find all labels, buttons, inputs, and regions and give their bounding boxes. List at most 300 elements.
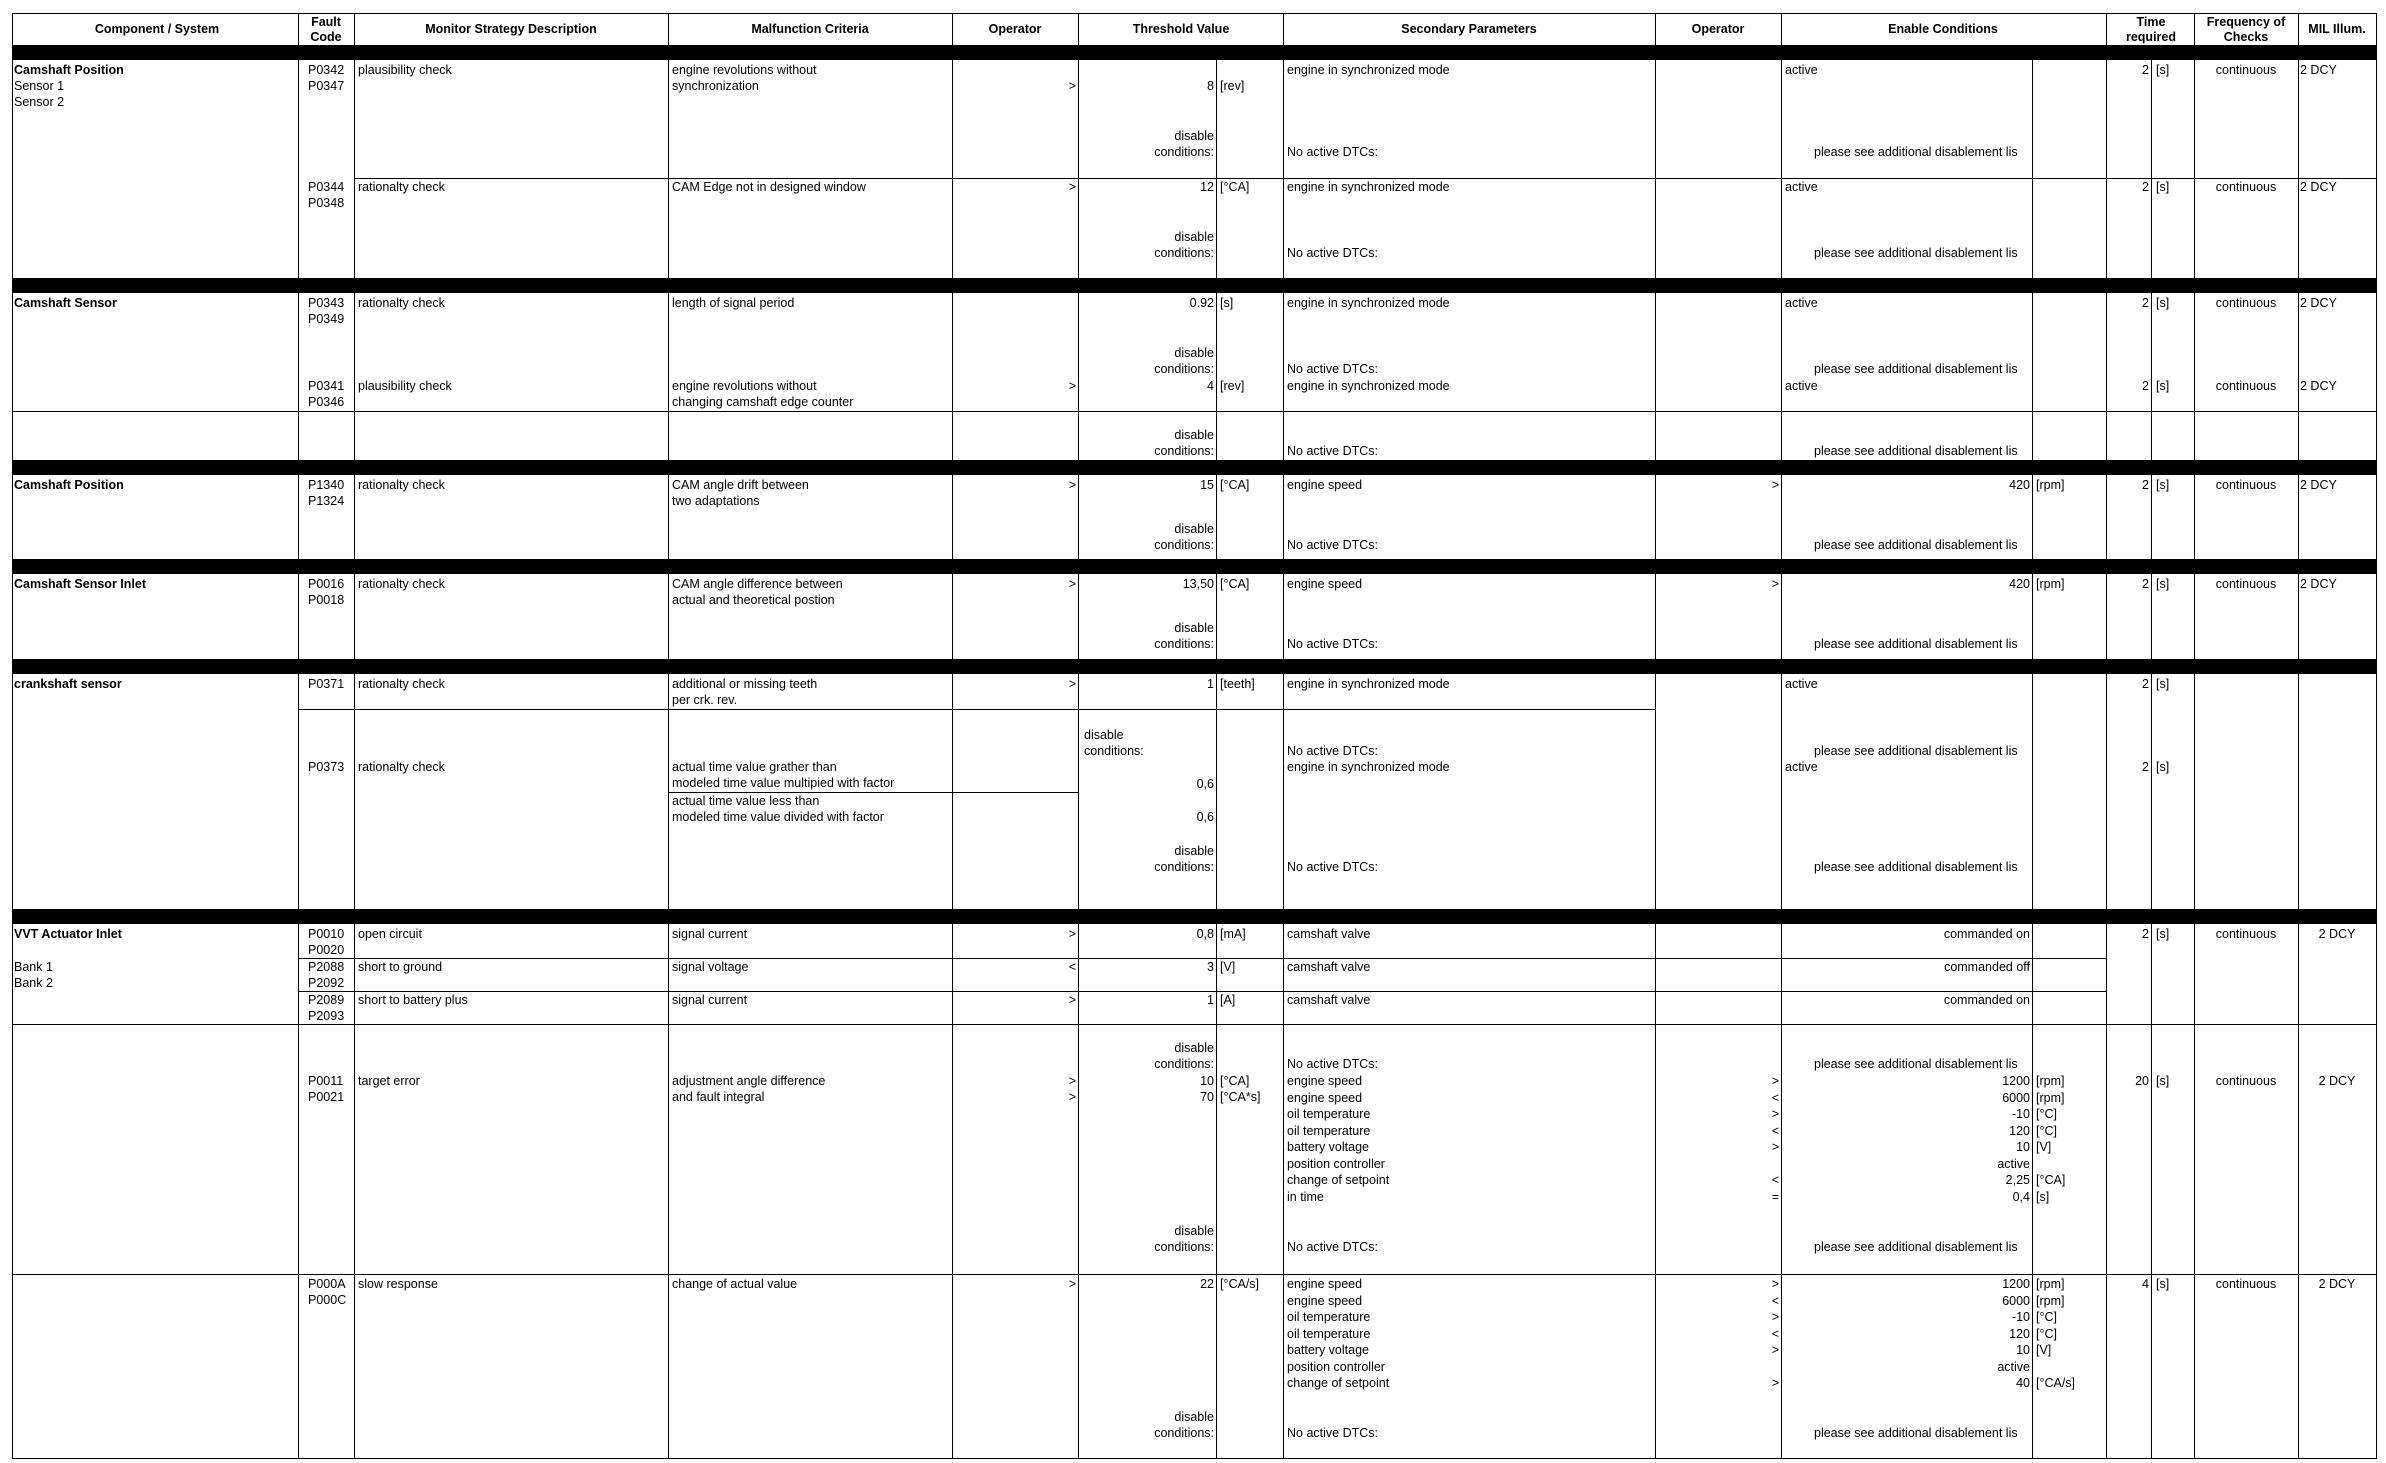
threshold-value: 8 — [1207, 79, 1214, 93]
fault-code: P0011 — [308, 1074, 344, 1088]
fault-code: P0348 — [308, 196, 345, 210]
time-required-value: 2 — [2142, 577, 2149, 591]
disable-label: conditions: — [1154, 860, 1214, 874]
enable-unit: [V] — [2036, 1343, 2052, 1357]
enable-unit: [V] — [2036, 1140, 2052, 1154]
column-border — [2298, 13, 2299, 1458]
fault-code: P2089 — [308, 993, 345, 1007]
monitor-strategy: plausibility check — [358, 379, 452, 393]
column-border — [952, 13, 953, 1458]
header-component: Component / System — [94, 22, 220, 36]
threshold-value: 13,50 — [1182, 577, 1214, 591]
enable-value: 6000 — [2002, 1090, 2030, 1105]
monitor-strategy: plausibility check — [358, 63, 452, 77]
column-border — [1781, 13, 1782, 1458]
secondary-parameter: battery voltage — [1287, 1343, 1369, 1357]
mil-illumination: 2 DCY — [2300, 577, 2337, 591]
fault-code: P0346 — [308, 395, 345, 409]
time-unit: [s] — [2156, 296, 2170, 310]
operator: > — [1771, 577, 1779, 591]
time-unit: [s] — [2156, 760, 2170, 774]
column-border — [1283, 13, 1284, 1458]
monitor-strategy: rationalty check — [358, 296, 445, 310]
operator: > — [1771, 1310, 1779, 1324]
secondary-parameter: engine speed — [1287, 1090, 1363, 1105]
monitor-strategy: open circuit — [358, 927, 422, 941]
mil-illumination: 2 DCY — [2300, 379, 2337, 393]
no-active-dtcs: No active DTCs: — [1287, 637, 1378, 651]
disablement-list-note: please see additional disablement lis — [1814, 538, 2018, 552]
threshold-value: 22 — [1200, 1277, 1214, 1291]
fault-code: P0344 — [308, 180, 345, 194]
threshold-unit: [rev] — [1220, 79, 1245, 93]
monitor-strategy: rationalty check — [358, 760, 445, 774]
component-name: VVT Actuator Inlet — [14, 927, 122, 941]
monitor-strategy: rationalty check — [358, 577, 445, 591]
secondary-parameter: position controller — [1287, 1156, 1385, 1171]
secondary-parameter: camshaft valve — [1287, 960, 1371, 974]
enable-unit: [s] — [2036, 1189, 2050, 1204]
operator: > — [1068, 993, 1076, 1007]
time-unit-divider — [2151, 60, 2152, 1458]
disable-label: disable — [1174, 621, 1214, 635]
enable-condition: commanded on — [1943, 993, 2030, 1007]
fault-code: P1340 — [308, 478, 345, 492]
fault-code: P2092 — [308, 976, 345, 990]
no-active-dtcs: No active DTCs: — [1287, 246, 1378, 260]
secondary-parameter: oil temperature — [1287, 1107, 1371, 1121]
fault-code: P0371 — [308, 677, 345, 691]
enable-value: 420 — [2009, 577, 2030, 591]
disablement-list-note: please see additional disablement lis — [1814, 860, 2018, 874]
disablement-list-note: please see additional disablement lis — [1814, 1057, 2018, 1071]
column-border — [1078, 13, 1079, 1458]
monitor-strategy: short to battery plus — [358, 993, 468, 1007]
enable-unit: [°C] — [2036, 1326, 2057, 1341]
malfunction-criteria: adjustment angle difference — [672, 1074, 826, 1088]
enable-value: 0,4 — [2012, 1189, 2030, 1204]
header-frequency: Checks — [2223, 30, 2269, 44]
threshold-unit: [°CA] — [1220, 577, 1250, 591]
malfunction-criteria: engine revolutions without — [672, 379, 817, 393]
header-fault-code: Fault — [311, 15, 341, 29]
fault-code: P0347 — [308, 79, 345, 93]
enable-condition: active — [1785, 296, 1818, 310]
enable-unit: [°CA/s] — [2036, 1376, 2076, 1390]
no-active-dtcs: No active DTCs: — [1287, 1057, 1378, 1071]
column-border — [2376, 13, 2377, 1458]
header-frequency: Frequency of — [2206, 15, 2286, 29]
threshold-unit: [°CA] — [1220, 1074, 1250, 1088]
secondary-parameter: engine speed — [1287, 1293, 1363, 1308]
component-name: Camshaft Sensor — [14, 296, 117, 310]
component-sub: Bank 2 — [14, 976, 53, 990]
column-border — [12, 13, 13, 1458]
time-unit: [s] — [2156, 478, 2170, 492]
secondary-parameter: oil temperature — [1287, 1123, 1371, 1138]
enable-unit: [rpm] — [2036, 478, 2065, 492]
secondary-parameter: camshaft valve — [1287, 927, 1371, 941]
component-sub: Bank 1 — [14, 960, 53, 974]
enable-value: 2,25 — [2005, 1173, 2030, 1187]
time-unit: [s] — [2156, 180, 2170, 194]
enable-unit: [°C] — [2036, 1310, 2057, 1324]
enable-condition: active — [1785, 180, 1818, 194]
header-operator: Operator — [988, 22, 1042, 36]
threshold-value: 0,8 — [1196, 927, 1214, 941]
operator: > — [1771, 1277, 1779, 1291]
no-active-dtcs: No active DTCs: — [1287, 1240, 1378, 1254]
column-border — [2194, 13, 2195, 1458]
operator: > — [1068, 379, 1076, 393]
malfunction-criteria: additional or missing teeth — [672, 677, 818, 691]
disable-label: conditions: — [1154, 538, 1214, 552]
operator: > — [1771, 1074, 1779, 1088]
monitor-strategy: rationalty check — [358, 180, 445, 194]
column-border — [1655, 13, 1656, 1458]
secondary-parameter: engine in synchronized mode — [1287, 379, 1450, 393]
disablement-list-note: please see additional disablement lis — [1814, 444, 2018, 458]
fault-code: P0016 — [308, 577, 345, 591]
mil-illumination: 2 DCY — [2300, 478, 2337, 492]
fault-code: P2088 — [308, 960, 345, 974]
time-required-value: 2 — [2142, 63, 2149, 77]
component-name: Camshaft Position — [14, 63, 124, 77]
row-border — [12, 1024, 2376, 1025]
fault-code: P0021 — [308, 1090, 345, 1104]
header-monitor-strategy: Monitor Strategy Description — [425, 22, 597, 36]
secondary-parameter: engine in synchronized mode — [1287, 760, 1450, 774]
table-bottom-border — [12, 1458, 2377, 1459]
malfunction-criteria: signal current — [672, 927, 748, 941]
time-required-value: 2 — [2142, 760, 2149, 774]
threshold-unit: [rev] — [1220, 379, 1245, 393]
secondary-parameter: camshaft valve — [1287, 993, 1371, 1007]
no-active-dtcs: No active DTCs: — [1287, 744, 1378, 758]
enable-condition: active — [1785, 63, 1818, 77]
time-unit: [s] — [2156, 63, 2170, 77]
check-frequency: continuous — [2215, 379, 2277, 393]
check-frequency: continuous — [2215, 296, 2277, 310]
disable-label: conditions: — [1154, 145, 1214, 159]
threshold-value: 0.92 — [1189, 296, 1214, 310]
enable-value: 10 — [2016, 1140, 2030, 1154]
threshold-unit: [°CA] — [1220, 180, 1250, 194]
disable-label: conditions: — [1154, 444, 1214, 458]
enable-value: 40 — [2016, 1376, 2030, 1390]
secondary-parameter: oil temperature — [1287, 1326, 1371, 1341]
secondary-parameter: engine speed — [1287, 478, 1363, 492]
threshold-unit: [teeth] — [1220, 677, 1255, 691]
header-time-required: Time — [2136, 15, 2166, 29]
malfunction-criteria: modeled time value multipied with factor — [672, 776, 895, 790]
threshold-unit: [V] — [1220, 960, 1236, 974]
threshold-unit-divider — [1216, 60, 1217, 1458]
monitor-strategy: rationalty check — [358, 478, 445, 492]
fault-code: P0373 — [308, 760, 345, 774]
operator: > — [1068, 478, 1076, 492]
operator: > — [1068, 927, 1076, 941]
enable-condition: active — [1785, 379, 1818, 393]
mil-illumination: 2 DCY — [2300, 63, 2337, 77]
operator: < — [1771, 1123, 1779, 1138]
operator: < — [1771, 1173, 1779, 1187]
fault-code: P0020 — [308, 943, 345, 957]
enable-condition: active — [1785, 760, 1818, 774]
fault-code: P0010 — [308, 927, 345, 941]
mil-illumination: 2 DCY — [2318, 1074, 2356, 1088]
enable-unit: [rpm] — [2036, 1074, 2065, 1088]
check-frequency: continuous — [2215, 927, 2277, 941]
secondary-parameter: change of setpoint — [1287, 1173, 1390, 1187]
secondary-parameter: engine speed — [1287, 577, 1363, 591]
disablement-list-note: please see additional disablement lis — [1814, 637, 2018, 651]
component-name: crankshaft sensor — [14, 677, 122, 691]
threshold-unit: [A] — [1220, 993, 1236, 1007]
fault-code: P2093 — [308, 1009, 345, 1023]
mil-illumination: 2 DCY — [2300, 296, 2337, 310]
section-separator-band — [12, 909, 2376, 924]
enable-unit: [°C] — [2036, 1107, 2057, 1121]
monitor-strategy: slow response — [358, 1277, 438, 1291]
fault-code: P0343 — [308, 296, 345, 310]
enable-value: 120 — [2009, 1123, 2030, 1138]
column-border — [668, 13, 669, 1458]
component-sub: Sensor 1 — [14, 79, 65, 93]
threshold-unit: [mA] — [1220, 927, 1246, 941]
enable-value: 10 — [2016, 1343, 2030, 1357]
time-required-value: 20 — [2135, 1074, 2149, 1088]
malfunction-criteria: CAM angle drift between — [672, 478, 809, 492]
operator: > — [1771, 1343, 1779, 1357]
section-separator-band — [12, 559, 2376, 574]
enable-condition: commanded on — [1943, 927, 2030, 941]
disablement-list-note: please see additional disablement lis — [1814, 362, 2018, 376]
operator: > — [1771, 1107, 1779, 1121]
disablement-list-note: please see additional disablement lis — [1814, 145, 2018, 159]
time-unit: [s] — [2156, 677, 2170, 691]
operator: > — [1068, 1074, 1076, 1088]
threshold-unit: [°CA] — [1220, 478, 1250, 492]
threshold-value: 0,6 — [1196, 777, 1214, 791]
time-required-value: 2 — [2142, 296, 2149, 310]
enable-value: active — [1997, 1156, 2030, 1171]
disable-label: conditions: — [1154, 362, 1214, 376]
header-secondary-parameters: Secondary Parameters — [1401, 22, 1537, 36]
disable-label: conditions: — [1154, 637, 1214, 651]
disable-label: disable — [1174, 844, 1214, 858]
column-border — [354, 13, 355, 1458]
malfunction-criteria: per crk. rev. — [672, 693, 738, 707]
threshold-value: 0,6 — [1196, 810, 1214, 824]
time-unit: [s] — [2156, 927, 2170, 941]
mil-illumination: 2 DCY — [2318, 1277, 2356, 1291]
component-sub: Sensor 2 — [14, 95, 65, 109]
no-active-dtcs: No active DTCs: — [1287, 538, 1378, 552]
fault-code: P0341 — [308, 379, 345, 393]
threshold-value: 10 — [1200, 1074, 1214, 1088]
malfunction-criteria: changing camshaft edge counter — [672, 395, 854, 409]
section-separator-band — [12, 45, 2376, 60]
malfunction-criteria: modeled time value divided with factor — [672, 810, 884, 824]
threshold-value: 1 — [1207, 677, 1214, 691]
secondary-parameter: engine in synchronized mode — [1287, 63, 1450, 77]
operator: > — [1068, 180, 1076, 194]
fault-code: P000A — [308, 1277, 346, 1291]
disable-label: conditions: — [1154, 1057, 1214, 1071]
enable-unit: [°CA] — [2036, 1173, 2066, 1187]
enable-value: -10 — [2011, 1310, 2030, 1324]
disable-label: disable — [1174, 230, 1214, 244]
enable-unit: [rpm] — [2036, 1277, 2065, 1291]
header-mil: MIL Illum. — [2308, 22, 2366, 36]
secondary-parameter: position controller — [1287, 1359, 1385, 1374]
monitor-strategy: short to ground — [358, 960, 443, 974]
disable-label: conditions: — [1154, 1426, 1214, 1440]
malfunction-criteria: CAM angle difference between — [672, 577, 843, 591]
disable-label: disable — [1174, 1224, 1214, 1238]
operator: > — [1068, 577, 1076, 591]
enable-value: 1200 — [2002, 1277, 2030, 1291]
fault-code: P0018 — [308, 593, 345, 607]
no-active-dtcs: No active DTCs: — [1287, 444, 1378, 458]
no-active-dtcs: No active DTCs: — [1287, 1426, 1378, 1440]
row-border — [12, 1274, 2376, 1275]
fault-code: P000C — [308, 1293, 347, 1307]
threshold-value: 4 — [1207, 379, 1214, 393]
disablement-list-note: please see additional disablement lis — [1814, 246, 2018, 260]
malfunction-criteria: engine revolutions without — [672, 63, 817, 77]
time-required-value: 4 — [2142, 1277, 2149, 1291]
threshold-unit: [°CA/s] — [1220, 1277, 1260, 1291]
malfunction-criteria: actual and theoretical postion — [672, 593, 835, 607]
disablement-list-note: please see additional disablement lis — [1814, 744, 2018, 758]
section-separator-band — [12, 278, 2376, 293]
secondary-parameter: engine in synchronized mode — [1287, 677, 1450, 691]
fault-code: P0349 — [308, 312, 345, 326]
check-frequency: continuous — [2215, 1074, 2277, 1088]
row-border — [298, 709, 1655, 710]
time-unit: [s] — [2156, 1277, 2170, 1291]
operator: > — [1068, 1090, 1076, 1104]
operator: < — [1771, 1090, 1779, 1105]
enable-value: active — [1997, 1359, 2030, 1374]
header-malfunction-criteria: Malfunction Criteria — [751, 22, 869, 36]
check-frequency: continuous — [2215, 577, 2277, 591]
secondary-parameter: engine speed — [1287, 1277, 1363, 1291]
fault-code: P0342 — [308, 63, 345, 77]
row-border — [298, 958, 2107, 959]
header-threshold: Threshold Value — [1132, 22, 1230, 36]
header-time-required: required — [2125, 30, 2176, 44]
time-required-value: 2 — [2142, 379, 2149, 393]
disable-label: disable — [1174, 522, 1214, 536]
row-border — [298, 991, 2107, 992]
disable-label: conditions: — [1154, 1240, 1214, 1254]
time-unit: [s] — [2156, 1074, 2170, 1088]
enable-unit: [rpm] — [2036, 1090, 2065, 1105]
operator: > — [1068, 79, 1076, 93]
malfunction-criteria: length of signal period — [672, 296, 795, 310]
check-frequency: continuous — [2215, 478, 2277, 492]
time-unit: [s] — [2156, 577, 2170, 591]
secondary-parameter: engine speed — [1287, 1074, 1363, 1088]
check-frequency: continuous — [2215, 63, 2277, 77]
secondary-parameter: in time — [1287, 1189, 1324, 1204]
section-separator-band — [12, 659, 2376, 674]
disable-label: conditions: — [1084, 744, 1144, 758]
enable-unit: [°C] — [2036, 1123, 2057, 1138]
time-required-value: 2 — [2142, 478, 2149, 492]
malfunction-criteria: actual time value less than — [672, 794, 820, 808]
time-required-value: 2 — [2142, 677, 2149, 691]
mil-illumination: 2 DCY — [2300, 180, 2337, 194]
disable-label: disable — [1174, 1410, 1214, 1424]
threshold-unit: [°CA*s] — [1220, 1090, 1261, 1104]
enable-value: 1200 — [2002, 1074, 2030, 1088]
no-active-dtcs: No active DTCs: — [1287, 860, 1378, 874]
enable-value: 6000 — [2002, 1293, 2030, 1308]
threshold-value: 12 — [1200, 180, 1214, 194]
operator: > — [1771, 478, 1779, 492]
enable-unit: [rpm] — [2036, 1293, 2065, 1308]
secondary-parameter: change of setpoint — [1287, 1376, 1390, 1390]
enable-condition: active — [1785, 677, 1818, 691]
secondary-parameter: engine in synchronized mode — [1287, 296, 1450, 310]
column-border — [2106, 13, 2107, 1458]
header-fault-code: Code — [310, 30, 342, 44]
enable-value: 420 — [2009, 478, 2030, 492]
threshold-value: 3 — [1207, 960, 1214, 974]
column-border — [298, 13, 299, 1458]
operator: > — [1771, 1140, 1779, 1154]
threshold-unit: [s] — [1220, 296, 1234, 310]
component-name: Camshaft Sensor Inlet — [14, 577, 146, 591]
disable-label: disable — [1174, 129, 1214, 143]
malfunction-criteria: change of actual value — [672, 1277, 798, 1291]
operator: < — [1771, 1326, 1779, 1341]
enable-unit: [rpm] — [2036, 577, 2065, 591]
enable-value: 120 — [2009, 1326, 2030, 1341]
header-enable-conditions: Enable Conditions — [1888, 22, 1998, 36]
no-active-dtcs: No active DTCs: — [1287, 362, 1378, 376]
malfunction-criteria: and fault integral — [672, 1090, 765, 1104]
time-unit: [s] — [2156, 379, 2170, 393]
header-operator: Operator — [1691, 22, 1745, 36]
monitor-strategy: target error — [358, 1074, 420, 1088]
disablement-list-note: please see additional disablement lis — [1814, 1240, 2018, 1254]
time-required-value: 2 — [2142, 927, 2149, 941]
malfunction-criteria: signal current — [672, 993, 748, 1007]
threshold-value: 15 — [1200, 478, 1214, 492]
component-name: Camshaft Position — [14, 478, 124, 492]
secondary-parameter: battery voltage — [1287, 1140, 1369, 1154]
check-frequency: continuous — [2215, 1277, 2277, 1291]
check-frequency: continuous — [2215, 180, 2277, 194]
section-separator-band — [12, 460, 2376, 475]
enable-value: -10 — [2011, 1107, 2030, 1121]
operator: < — [1068, 960, 1076, 974]
malfunction-criteria: synchronization — [672, 79, 759, 93]
time-required-value: 2 — [2142, 180, 2149, 194]
malfunction-criteria: two adaptations — [672, 494, 760, 508]
secondary-parameter: engine in synchronized mode — [1287, 180, 1450, 194]
operator: > — [1771, 1376, 1779, 1390]
malfunction-criteria: signal voltage — [672, 960, 749, 974]
malfunction-criteria: actual time value grather than — [672, 760, 837, 774]
operator: = — [1771, 1189, 1779, 1204]
threshold-value: 70 — [1200, 1090, 1214, 1104]
